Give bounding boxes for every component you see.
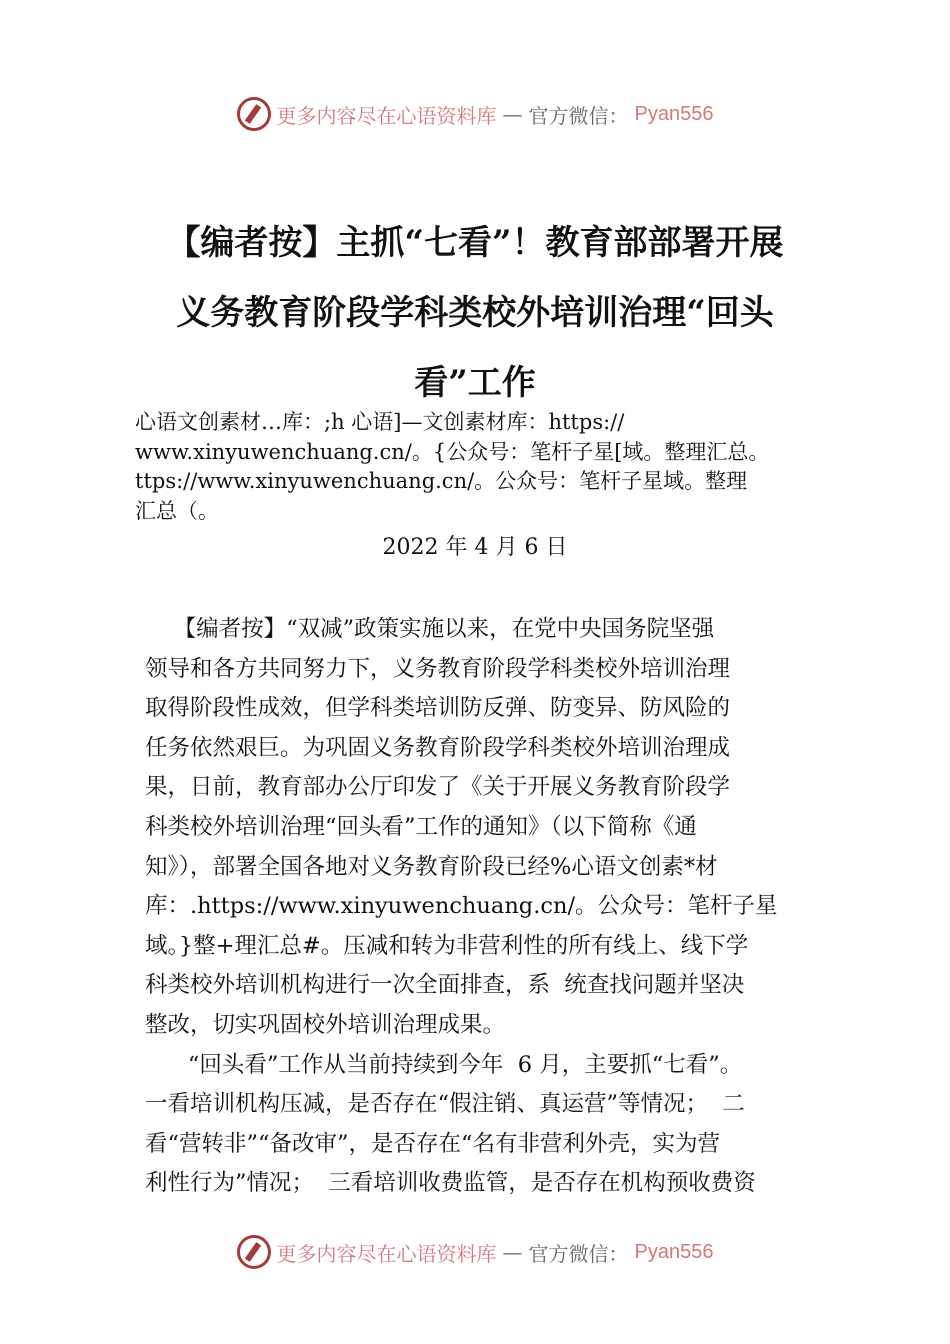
source-note (135, 408, 855, 526)
header-watermark (0, 97, 950, 131)
pen-logo-icon (237, 97, 271, 131)
watermark-wechat-id: Pyan556 (634, 102, 714, 125)
source-line: www.xinyuwenchuang.cn/。{公众号：笔杆子星[域。整理汇总。 (135, 439, 770, 464)
source-line: 心语文创素材…库：;h 心语]—文创素材库：https:// (135, 410, 625, 434)
watermark-wechat-label: 官方微信： (528, 103, 629, 128)
body-line: 看“营转非”“备改审”，是否存在“名有非营利外壳，实为营 (145, 1130, 721, 1157)
body-text (145, 610, 845, 1204)
body-line: 取得阶段性成效，但学科类培训防反弹、防变异、防风险的 (145, 695, 731, 722)
body-line: 任务依然艰巨。为巩固义务教育阶段学科类校外培训治理成 (145, 734, 731, 761)
watermark-text: 更多内容尽在心语资料库 (276, 103, 497, 128)
title-line: 看”工作 (414, 363, 536, 403)
body-line: “回头看”工作从当前持续到今年 6 月，主要抓“七看”。 (145, 1051, 743, 1078)
pen-logo-icon (237, 1235, 271, 1269)
body-line: 果，日前，教育部办公厅印发了《关于开展义务教育阶段学 (145, 774, 731, 801)
body-line: 领导和各方共同努力下，义务教育阶段学科类校外培训治理 (145, 655, 731, 682)
body-line: 域。}整+理汇总#。压减和转为非营利性的所有线上、线下学 (145, 932, 749, 959)
watermark-wechat-label: 官方微信： (528, 1241, 629, 1266)
watermark-wechat-id: Pyan556 (634, 1240, 714, 1263)
body-line: 库：.https://www.xinyuwenchuang.cn/。公众号：笔杆子星 (145, 893, 778, 920)
source-line: ttps://www.xinyuwenchuang.cn/。公众号：笔杆子星域。整理 (135, 469, 748, 493)
body-line: 科类校外培训治理“回头看”工作的通知》（以下简称《通 (145, 813, 697, 840)
document-date: 2022 年 4 月 6 日 (382, 535, 568, 560)
body-line: 知》），部署全国各地对义务教育阶段已经%心语文创素*材 (145, 853, 718, 880)
document-title (0, 208, 950, 418)
body-line: 利性行为”情况； 三看培训收费监管，是否存在机构预收费资 (145, 1170, 756, 1197)
watermark-dash: — (502, 102, 523, 126)
watermark-dash: — (502, 1240, 523, 1264)
title-line: 义务教育阶段学科类校外培训治理“回头 (176, 293, 774, 333)
watermark-text: 更多内容尽在心语资料库 (276, 1241, 497, 1266)
body-line: 一看培训机构压减，是否存在“假注销、真运营”等情况； 二 (145, 1091, 745, 1118)
footer-watermark (0, 1235, 950, 1269)
title-line: 【编者按】主抓“七看”！教育部部署开展 (166, 223, 784, 263)
body-line: 【编者按】“双减”政策实施以来，在党中央国务院坚强 (145, 616, 715, 642)
body-line: 整改，切实巩固校外培训治理成果。 (145, 1011, 506, 1038)
source-line: 汇总（。 (135, 498, 219, 523)
body-line: 科类校外培训机构进行一次全面排查，系 统查找问题并坚决 (145, 972, 745, 999)
